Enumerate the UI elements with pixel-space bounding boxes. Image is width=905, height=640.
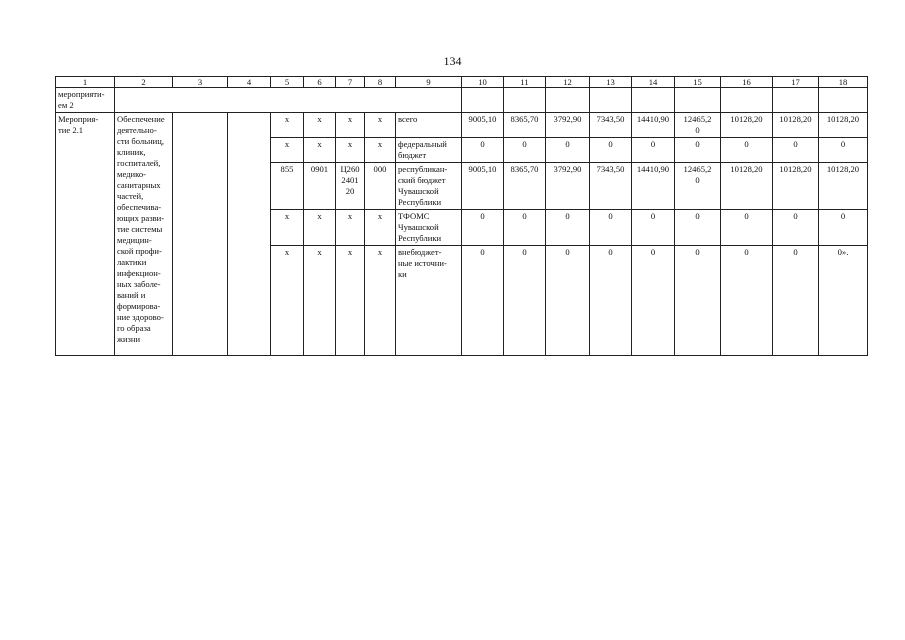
column-header: 12 — [546, 77, 590, 88]
code-cell: x — [304, 113, 336, 138]
header-row — [56, 77, 868, 88]
value-cell: 0 — [675, 138, 721, 163]
blank-cell — [228, 113, 271, 356]
column-header: 5 — [271, 77, 304, 88]
column-header: 3 — [173, 77, 228, 88]
column-header: 9 — [396, 77, 462, 88]
blank-cell — [462, 88, 504, 113]
column-header: 16 — [721, 77, 773, 88]
column-header: 1 — [56, 77, 115, 88]
table-row — [56, 113, 868, 138]
column-header: 4 — [228, 77, 271, 88]
column-header: 6 — [304, 77, 336, 88]
value-cell: 0 — [819, 138, 868, 163]
code-cell: 0901 — [304, 163, 336, 210]
code-cell: x — [365, 210, 396, 246]
value-cell: 0 — [546, 138, 590, 163]
code-cell: x — [365, 113, 396, 138]
value-cell: 0 — [773, 246, 819, 356]
blank-cell — [173, 113, 228, 356]
value-cell: 0 — [773, 210, 819, 246]
continuation-label: мероприяти- ем 2 — [56, 88, 115, 113]
value-cell: 0 — [675, 210, 721, 246]
blank-cell — [115, 88, 462, 113]
blank-cell — [590, 88, 632, 113]
code-cell: x — [271, 113, 304, 138]
value-cell: 0 — [721, 246, 773, 356]
blank-cell — [773, 88, 819, 113]
code-cell: x — [304, 138, 336, 163]
code-cell: 855 — [271, 163, 304, 210]
code-cell: 000 — [365, 163, 396, 210]
value-cell: 8365,70 — [504, 113, 546, 138]
code-cell: x — [271, 138, 304, 163]
code-cell: x — [336, 210, 365, 246]
value-cell: 10128,20 — [773, 163, 819, 210]
value-cell: 10128,20 — [721, 163, 773, 210]
code-cell: x — [304, 246, 336, 356]
value-cell: 0 — [462, 246, 504, 356]
value-cell: 0 — [546, 246, 590, 356]
value-cell: 10128,20 — [819, 163, 868, 210]
value-cell: 0 — [504, 246, 546, 356]
value-cell: 3792,90 — [546, 163, 590, 210]
column-header: 17 — [773, 77, 819, 88]
value-cell: 12465,2 0 — [675, 163, 721, 210]
budget-table — [55, 76, 868, 356]
funding-source: всего — [396, 113, 462, 138]
funding-source: ТФОМС Чувашской Республики — [396, 210, 462, 246]
funding-source: республикан- ский бюджет Чувашской Республики — [396, 163, 462, 210]
value-cell: 0 — [819, 210, 868, 246]
value-cell: 10128,20 — [819, 113, 868, 138]
code-cell: Ц260 2401 20 — [336, 163, 365, 210]
value-cell: 10128,20 — [721, 113, 773, 138]
funding-source: внебюджет- ные источни- ки — [396, 246, 462, 356]
column-header: 18 — [819, 77, 868, 88]
column-header: 8 — [365, 77, 396, 88]
code-cell: x — [271, 210, 304, 246]
blank-cell — [721, 88, 773, 113]
code-cell: x — [271, 246, 304, 356]
value-cell: 0 — [721, 138, 773, 163]
value-cell: 0 — [590, 138, 632, 163]
value-cell: 12465,2 0 — [675, 113, 721, 138]
value-cell: 0 — [721, 210, 773, 246]
code-cell: x — [336, 138, 365, 163]
value-cell: 14410,90 — [632, 163, 675, 210]
code-cell: x — [304, 210, 336, 246]
column-header: 10 — [462, 77, 504, 88]
blank-cell — [819, 88, 868, 113]
value-cell: 0 — [504, 138, 546, 163]
value-cell: 0 — [675, 246, 721, 356]
blank-cell — [504, 88, 546, 113]
value-cell: 0 — [504, 210, 546, 246]
code-cell: x — [365, 138, 396, 163]
value-cell: 14410,90 — [632, 113, 675, 138]
value-cell: 3792,90 — [546, 113, 590, 138]
value-cell: 0 — [632, 210, 675, 246]
measure-description: Обеспечение деятельно- сти больниц, клиник, госпиталей, медико- санитарных частей, обеспечива- ющих разви- тие системы медицин- ской профи- лактики инфекцион- ных заболе- ваний и формирова- ние здорово- го образа жизни — [115, 113, 173, 356]
value-cell: 0 — [773, 138, 819, 163]
value-cell: 7343,50 — [590, 163, 632, 210]
blank-cell — [675, 88, 721, 113]
blank-cell — [632, 88, 675, 113]
value-cell: 7343,50 — [590, 113, 632, 138]
code-cell: x — [336, 113, 365, 138]
value-cell: 0 — [462, 138, 504, 163]
column-header: 13 — [590, 77, 632, 88]
value-cell: 0». — [819, 246, 868, 356]
column-header: 14 — [632, 77, 675, 88]
column-header: 11 — [504, 77, 546, 88]
value-cell: 8365,70 — [504, 163, 546, 210]
value-cell: 9005,10 — [462, 163, 504, 210]
value-cell: 0 — [632, 246, 675, 356]
column-header: 15 — [675, 77, 721, 88]
column-header: 2 — [115, 77, 173, 88]
value-cell: 0 — [462, 210, 504, 246]
funding-source: федеральный бюджет — [396, 138, 462, 163]
value-cell: 0 — [632, 138, 675, 163]
page-number: 134 — [443, 54, 462, 68]
value-cell: 9005,10 — [462, 113, 504, 138]
measure-id: Мероприя- тие 2.1 — [56, 113, 115, 356]
code-cell: x — [365, 246, 396, 356]
value-cell: 0 — [590, 246, 632, 356]
blank-cell — [546, 88, 590, 113]
value-cell: 0 — [590, 210, 632, 246]
column-header: 7 — [336, 77, 365, 88]
value-cell: 0 — [546, 210, 590, 246]
code-cell: x — [336, 246, 365, 356]
continuation-row — [56, 88, 868, 113]
value-cell: 10128,20 — [773, 113, 819, 138]
